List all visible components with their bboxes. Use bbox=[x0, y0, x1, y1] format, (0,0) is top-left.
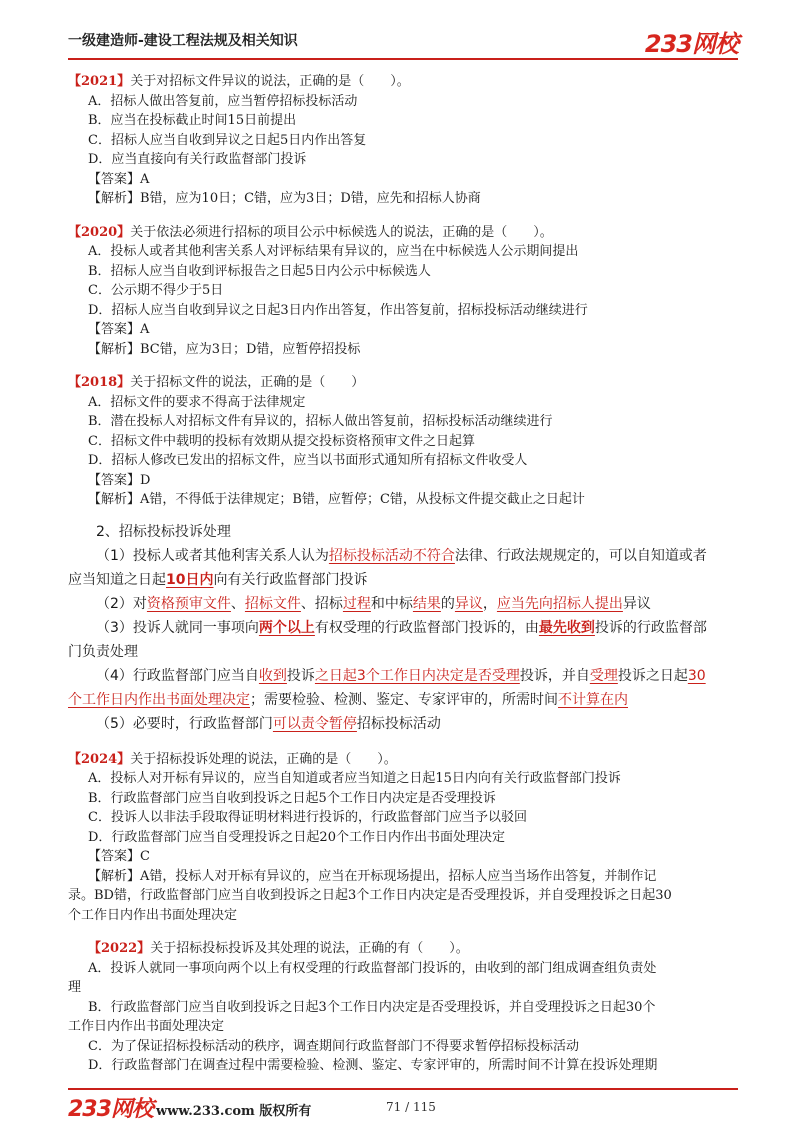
analysis-line-2: 录。BD错，行政监督部门应当自收到投诉之日起3个工作日内决定是否受理投诉，并自受理投诉之日起30 bbox=[68, 888, 672, 903]
analysis: 【解析】BC错，应为3日；D错，应暂停招投标 bbox=[88, 341, 361, 357]
question-2024 bbox=[68, 750, 742, 926]
page-footer bbox=[68, 1092, 738, 1124]
header-title: 一级建造师-建设工程法规及相关知识 bbox=[68, 33, 298, 49]
section-point-3: （3）投诉人就同一事项向两个以上有权受理的行政监督部门投诉的，由最先收到投诉的行政监督部 bbox=[96, 619, 707, 636]
brand-logo: 233网校 bbox=[644, 30, 738, 58]
footer-copyright: www.233.com 版权所有 bbox=[156, 1104, 312, 1119]
question-year-tag: 【2018】 bbox=[68, 375, 131, 390]
option-b: B．行政监督部门应当自收到投诉之日起3个工作日内决定是否受理投诉，并自受理投诉之日起30个 bbox=[88, 999, 656, 1015]
answer: 【答案】D bbox=[88, 472, 151, 488]
footer-brand-logo: 233网校 bbox=[68, 1097, 153, 1122]
section-point-4-cont: 个工作日内作出书面处理决定；需要检验、检测、鉴定、专家评审的，所需时间不计算在内 bbox=[68, 691, 628, 708]
section-point-2: （2）对资格预审文件、招标文件、招标过程和中标结果的异议，应当先向招标人提出异议 bbox=[96, 595, 651, 612]
option-c: C．招标人应当自收到异议之日起5日内作出答复 bbox=[88, 132, 367, 148]
question-year-tag: 【2022】 bbox=[88, 941, 151, 956]
option-c: C．为了保证招标投标活动的秩序，调查期间行政监督部门不得要求暂停招标投标活动 bbox=[88, 1038, 579, 1054]
section-point-1: （1）投标人或者其他利害关系人认为招标投标活动不符合法律、行政法规规定的，可以自知道或者 bbox=[96, 547, 707, 564]
question-2021 bbox=[68, 72, 742, 209]
option-a: A．投标人或者其他利害关系人对评标结果有异议的，应当在中标候选人公示期间提出 bbox=[88, 244, 579, 259]
option-d: D．招标人应当自收到异议之日起3日内作出答复，作出答复前，招标投标活动继续进行 bbox=[88, 302, 588, 318]
question-2018 bbox=[68, 373, 742, 510]
option-b: B．招标人应当自收到评标报告之日起5日内公示中标候选人 bbox=[88, 263, 431, 279]
analysis-line-3: 个工作日内作出书面处理决定 bbox=[68, 907, 238, 923]
analysis: 【解析】B错，应为10日；C错，应为3日；D错，应先和招标人协商 bbox=[88, 191, 481, 206]
option-b: B．应当在投标截止时间15日前提出 bbox=[88, 113, 297, 128]
page-header bbox=[68, 22, 738, 56]
question-stem: 关于对招标文件异议的说法，正确的是（ ）。 bbox=[130, 74, 410, 89]
option-a: A．招标人做出答复前，应当暂停招标投标活动 bbox=[88, 93, 358, 109]
option-a-cont: 理 bbox=[68, 980, 82, 995]
question-year-tag: 【2024】 bbox=[68, 751, 131, 767]
question-2022 bbox=[68, 939, 742, 1076]
analysis: 【解析】A错，不得低于法律规定；B错，应暂停；C错，从投标文件提交截止之日起计 bbox=[88, 492, 585, 507]
question-stem: 关于招标文件的说法，正确的是（ ） bbox=[130, 375, 365, 390]
option-a: A．招标文件的要求不得高于法律规定 bbox=[88, 394, 306, 410]
option-b: B．行政监督部门应当自收到投诉之日起5个工作日内决定是否受理投诉 bbox=[88, 790, 496, 806]
section-point-5: （5）必要时，行政监督部门可以责令暂停招标投标活动 bbox=[96, 715, 441, 732]
option-b: B．潜在投标人对招标文件有异议的，招标人做出答复前，招标投标活动继续进行 bbox=[88, 414, 553, 429]
section-point-1-cont: 应当知道之日起10日内向有关行政监督部门投诉 bbox=[68, 571, 368, 588]
analysis-line-1: 【解析】A错，投标人对开标有异议的，应当在开标现场提出，招标人应当当场作出答复，并制作记 bbox=[88, 868, 657, 884]
question-stem: 关于招标投诉处理的说法，正确的是（ ）。 bbox=[130, 751, 397, 767]
option-d: D．招标人修改已发出的招标文件，应当以书面形式通知所有招标文件收受人 bbox=[88, 453, 528, 468]
answer: 【答案】A bbox=[88, 322, 150, 337]
option-c: C．投诉人以非法手段取得证明材料进行投诉的，行政监督部门应当予以驳回 bbox=[88, 810, 527, 825]
page-number: 71 / 115 bbox=[386, 1100, 436, 1114]
option-b-cont: 工作日内作出书面处理决定 bbox=[68, 1019, 225, 1034]
question-year-tag: 【2021】 bbox=[68, 74, 131, 89]
header-divider bbox=[68, 58, 738, 60]
question-stem: 关于招标投标投诉及其处理的说法，正确的有（ ）。 bbox=[150, 941, 469, 956]
option-d: D．行政监督部门在调查过程中需要检验、检测、鉴定、专家评审的，所需时间不计算在投诉处理期 bbox=[88, 1058, 658, 1073]
question-stem: 关于依法必须进行招标的项目公示中标候选人的说法，正确的是（ ）。 bbox=[130, 224, 553, 240]
option-c: C．公示期不得少于5日 bbox=[88, 283, 224, 298]
section-complaint-handling bbox=[68, 520, 742, 736]
section-title: 2、招标投标投诉处理 bbox=[96, 523, 231, 540]
option-d: D．行政监督部门应当自受理投诉之日起20个工作日内作出书面处理决定 bbox=[88, 829, 505, 845]
option-a: A．投诉人就同一事项向两个以上有权受理的行政监督部门投诉的，由收到的部门组成调查组负责处 bbox=[88, 960, 657, 976]
answer: 【答案】C bbox=[88, 849, 150, 864]
answer: 【答案】A bbox=[88, 171, 150, 187]
option-d: D．应当直接向有关行政监督部门投诉 bbox=[88, 152, 307, 167]
option-c: C．招标文件中载明的投标有效期从提交投标资格预审文件之日起算 bbox=[88, 433, 475, 449]
question-year-tag: 【2020】 bbox=[68, 224, 131, 240]
footer-divider bbox=[68, 1088, 738, 1090]
page-content bbox=[68, 72, 742, 1076]
question-2020 bbox=[68, 223, 742, 360]
section-point-4: （4）行政监督部门应当自收到投诉之日起3个工作日内决定是否受理投诉，并自受理投诉之日起30 bbox=[96, 667, 706, 684]
option-a: A．投标人对开标有异议的，应当自知道或者应当知道之日起15日内向有关行政监督部门投诉 bbox=[88, 771, 621, 786]
section-point-3-cont: 门负责处理 bbox=[68, 643, 138, 660]
